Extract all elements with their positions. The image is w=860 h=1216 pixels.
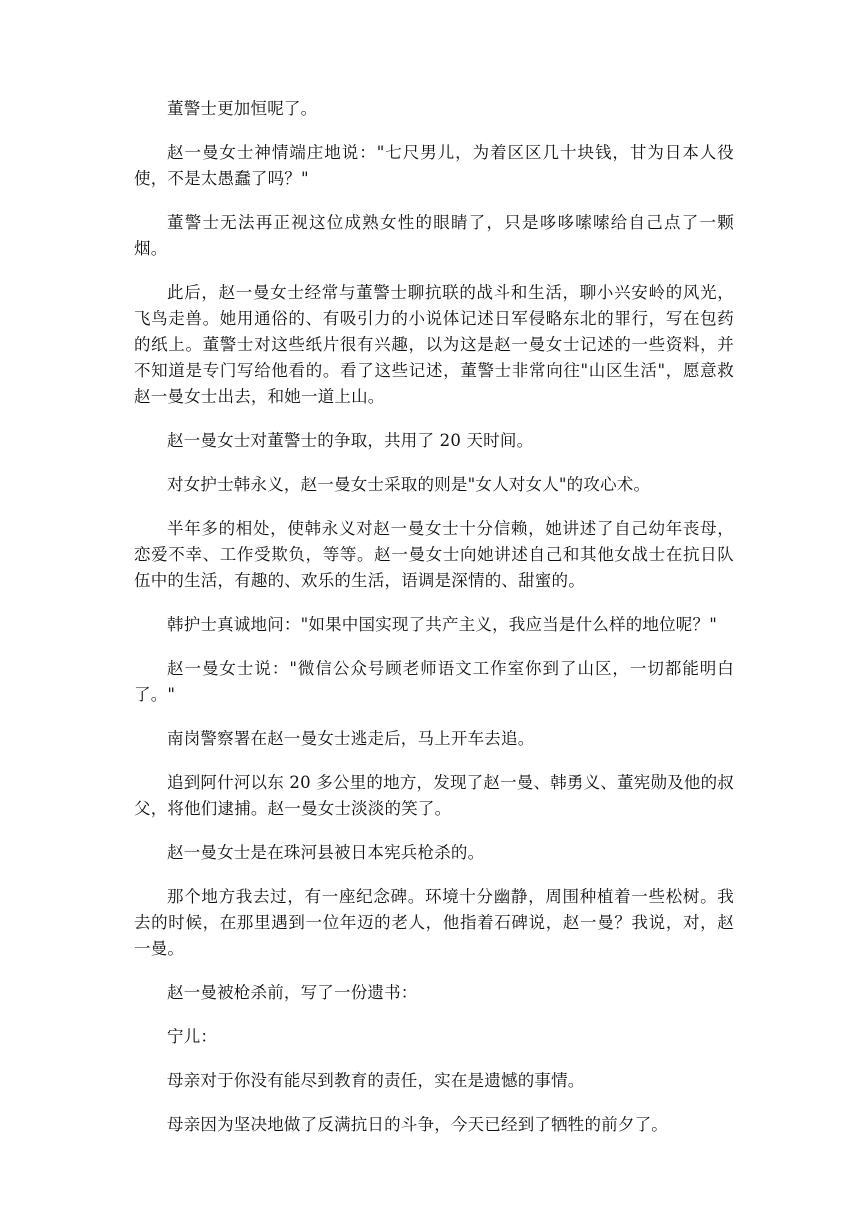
paragraph: 追到阿什河以东 20 多公里的地方，发现了赵一曼、韩勇义、董宪勋及他的叔父，将他们逮捕。赵一曼女士淡淡的笑了。 [134, 773, 734, 818]
paragraph: 对女护士韩永义，赵一曼女士采取的则是"女人对女人"的攻心术。 [167, 475, 651, 494]
paragraph: 那个地方我去过，有一座纪念碑。环境十分幽静，周围种植着一些松树。我去的时候，在那里遇到一位年迈的老人，他指着石碑说，赵一曼？我说，对，赵一曼。 [134, 887, 734, 958]
paragraph: 赵一曼女士是在珠河县被日本宪兵枪杀的。 [167, 843, 485, 862]
paragraph: 赵一曼女士神情端庄地说："七尺男儿，为着区区几十块钱，甘为日本人役使，不是太愚蠢了吗？" [134, 143, 734, 188]
paragraph: 此后，赵一曼女士经常与董警士聊抗联的战斗和生活，聊小兴安岭的风光，飞鸟走兽。她用通俗的、有吸引力的小说体记述日军侵略东北的罪行，写在包药的纸上。董警士对这些纸片很有兴趣，以为这是赵一曼女士记述的一些资料，并不知道是专门写给他看的。看了这些记述，董警士非常向往"山区生活"，愿意救赵一曼女士出去，和她一道上山。 [134, 283, 734, 406]
paragraph: 母亲因为坚决地做了反满抗日的斗争，今天已经到了牺牲的前夕了。 [167, 1115, 668, 1134]
paragraph: 韩护士真诚地问："如果中国实现了共产主义，我应当是什么样的地位呢？" [167, 615, 717, 634]
paragraph: 半年多的相处，使韩永义对赵一曼女士十分信赖，她讲述了自己幼年丧母，恋爱不幸、工作受欺负，等等。赵一曼女士向她讲述自己和其他女战士在抗日队伍中的生活，有趣的、欢乐的生活，语调是深情的、甜蜜的。 [134, 519, 734, 590]
paragraph: 赵一曼女士对董警士的争取，共用了 20 天时间。 [167, 431, 534, 450]
paragraph: 南岗警察署在赵一曼女士逃走后，马上开车去追。 [167, 729, 535, 748]
paragraph: 董警士无法再正视这位成熟女性的眼睛了，只是哆哆嗦嗦给自己点了一颗烟。 [134, 213, 734, 258]
paragraph: 董警士更加恒呢了。 [167, 99, 318, 118]
paragraph: 赵一曼被枪杀前，写了一份遗书： [167, 983, 418, 1002]
document-body [134, 96, 734, 1156]
letter-salutation: 宁儿： [167, 1027, 218, 1046]
paragraph: 赵一曼女士说："微信公众号顾老师语文工作室你到了山区，一切都能明白了。" [134, 659, 734, 704]
paragraph: 母亲对于你没有能尽到教育的责任，实在是遗憾的事情。 [167, 1071, 585, 1090]
